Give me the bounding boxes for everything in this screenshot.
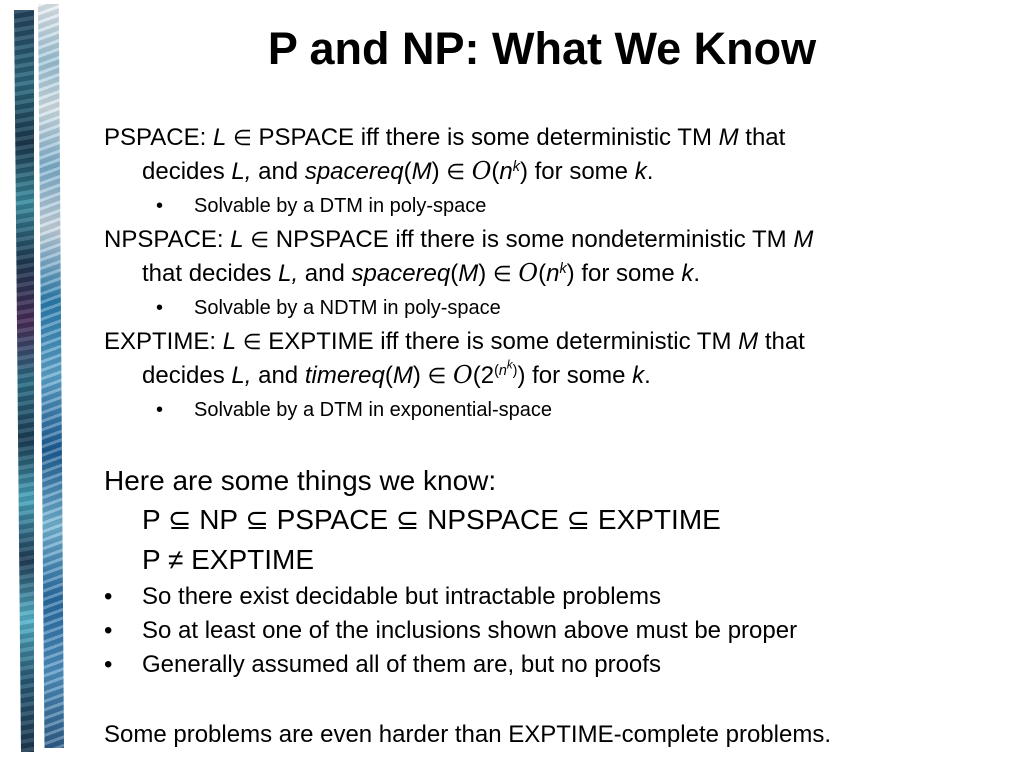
var-l: L [231,158,245,185]
big-o-symbol: O [453,361,473,389]
bullet-icon: • [104,651,113,678]
knowledge-point [104,614,1004,648]
sub-bullet-pspace [104,189,1004,223]
element-of-symbol: ∈ [232,126,252,151]
bullet-icon: • [156,195,164,217]
measure-function: spacereq [304,158,404,185]
var-k: k [681,260,694,287]
var-n: n [498,363,507,380]
element-of-symbol: ∈ [242,330,262,355]
comma: , [244,158,252,185]
knowledge-heading: Here are some things we know: [104,465,497,496]
knowledge-point [104,648,1004,682]
var-m: M [458,260,479,287]
definition-pspace [104,121,1004,189]
bullet-icon: • [156,297,164,319]
decorative-glass-strip-left [14,10,34,752]
definition-text: for some [534,158,629,185]
class-label: PSPACE: [104,124,207,151]
knowledge-point [104,580,1004,614]
definition-text: EXPTIME iff there is some deterministic TM [268,328,732,355]
definition-text: that decides [142,260,272,287]
var-m: M [392,362,413,389]
bullet-icon: • [104,617,113,644]
var-n: n [499,158,513,185]
knowledge-point-text: So there exist decidable but intractable problems [142,583,661,610]
big-o-symbol: O [518,259,539,287]
var-n: n [546,260,560,287]
var-l: L [278,260,292,287]
measure-function: timereq [304,362,385,389]
knowledge-point-text: So at least one of the inclusions shown above must be proper [142,617,798,644]
definition-line-1 [104,223,1004,257]
sub-bullet-text: Solvable by a DTM in exponential-space [194,399,552,421]
exponent-group: (nk) [494,359,518,380]
element-of-symbol: ∈ [427,364,447,389]
class-label: EXPTIME: [104,328,217,355]
definition-text: that [764,328,805,355]
bullet-icon: • [104,583,113,610]
sub-bullet-text: Solvable by a NDTM in poly-space [194,297,501,319]
definition-text: for some [532,362,626,389]
definition-line-1 [104,325,1004,359]
var-k: k [634,158,647,185]
var-k: k [632,362,645,389]
definition-text: NPSPACE iff there is some nondeterministic TM [275,226,787,253]
definition-text: PSPACE iff there is some deterministic TM [258,124,712,151]
var-m: M [718,124,739,151]
var-l: L [230,226,244,253]
definition-text: that [745,124,786,151]
definition-text: decides [142,158,225,185]
var-m: M [793,226,814,253]
definition-text: for some [581,260,675,287]
definition-line-2: decides L, and timereq(M) ∈ $O(2^{(n^k)})$ for some k. [142,359,651,389]
inclusion-chain: P ⊆ NP ⊆ PSPACE ⊆ NPSPACE ⊆ EXPTIME [142,504,721,535]
exponent-k: k [506,359,513,372]
element-of-symbol: ∈ [446,160,466,185]
var-m: M [411,158,432,185]
big-o-symbol: O [471,157,492,185]
knowledge-point-text: Generally assumed all of them are, but no proofs [142,651,661,678]
closing-statement: Some problems are even harder than EXPTIME-complete problems. [104,721,831,748]
class-label: NPSPACE: [104,226,224,253]
var-l: L [212,124,227,151]
sub-bullet-text: Solvable by a DTM in poly-space [194,195,487,217]
sub-bullet-npspace [104,291,1004,325]
comma: , [291,260,299,287]
definition-exptime [104,325,1004,393]
base-two: 2 [480,362,495,389]
definition-line-2: decides L, and spacereq(M) ∈ $O(n^k)$ for some k. [142,157,654,185]
bullet-icon: • [156,399,164,421]
sub-bullet-exptime [104,393,1004,427]
slide-title: P and NP: What We Know [267,23,817,74]
knowledge-block [104,462,1004,682]
decorative-glass-strip-right [38,4,64,748]
var-m: M [738,328,759,355]
definition-text: decides [142,362,225,389]
exponent-k: k [512,159,520,176]
element-of-symbol: ∈ [492,262,512,287]
exponent-k: k [559,261,567,278]
var-l: L [231,362,245,389]
definition-line-2: that decides L, and spacereq(M) ∈ $O(n^k)$ for some k. [142,259,701,287]
var-l: L [222,328,237,355]
comma: , [244,362,252,389]
inequality-statement: P ≠ EXPTIME [142,544,315,575]
element-of-symbol: ∈ [250,228,270,253]
definition-line-1 [104,121,1004,155]
measure-function: spacereq [351,260,451,287]
definition-npspace [104,223,1004,291]
definitions-block [104,121,1004,427]
